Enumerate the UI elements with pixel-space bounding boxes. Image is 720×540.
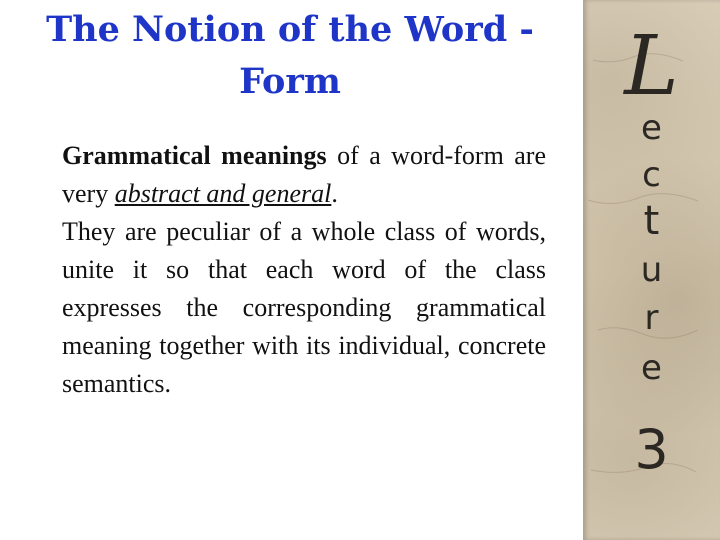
paragraph-1: [62, 137, 546, 213]
bold-term: Grammatical meanings: [62, 141, 327, 170]
lecture-letter-u: u: [640, 250, 663, 290]
underlined-phrase: abstract and general: [114, 179, 332, 208]
lecture-letter-e: e: [641, 108, 662, 148]
body-text: [62, 137, 546, 403]
lecture-letter-r: r: [644, 298, 659, 338]
lecture-letter-e2: e: [641, 348, 662, 388]
lecture-letter-c: c: [642, 155, 661, 195]
lecture-letter-l: L: [624, 19, 679, 114]
paragraph-1-text: of a word-form are very: [62, 141, 546, 208]
lecture-number: 3: [634, 418, 669, 481]
title-line-1: The Notion of the Word -: [46, 9, 534, 50]
title-line-2: Form: [239, 61, 341, 102]
lecture-letter-t: t: [643, 198, 660, 244]
paragraph-1-end: .: [331, 179, 338, 208]
slide-title: [10, 4, 570, 108]
paragraph-2: They are peculiar of a whole class of words, unite it so that each word of the class expresses the corresponding grammatical meaning together with its individual, concrete semantics.: [62, 217, 546, 398]
